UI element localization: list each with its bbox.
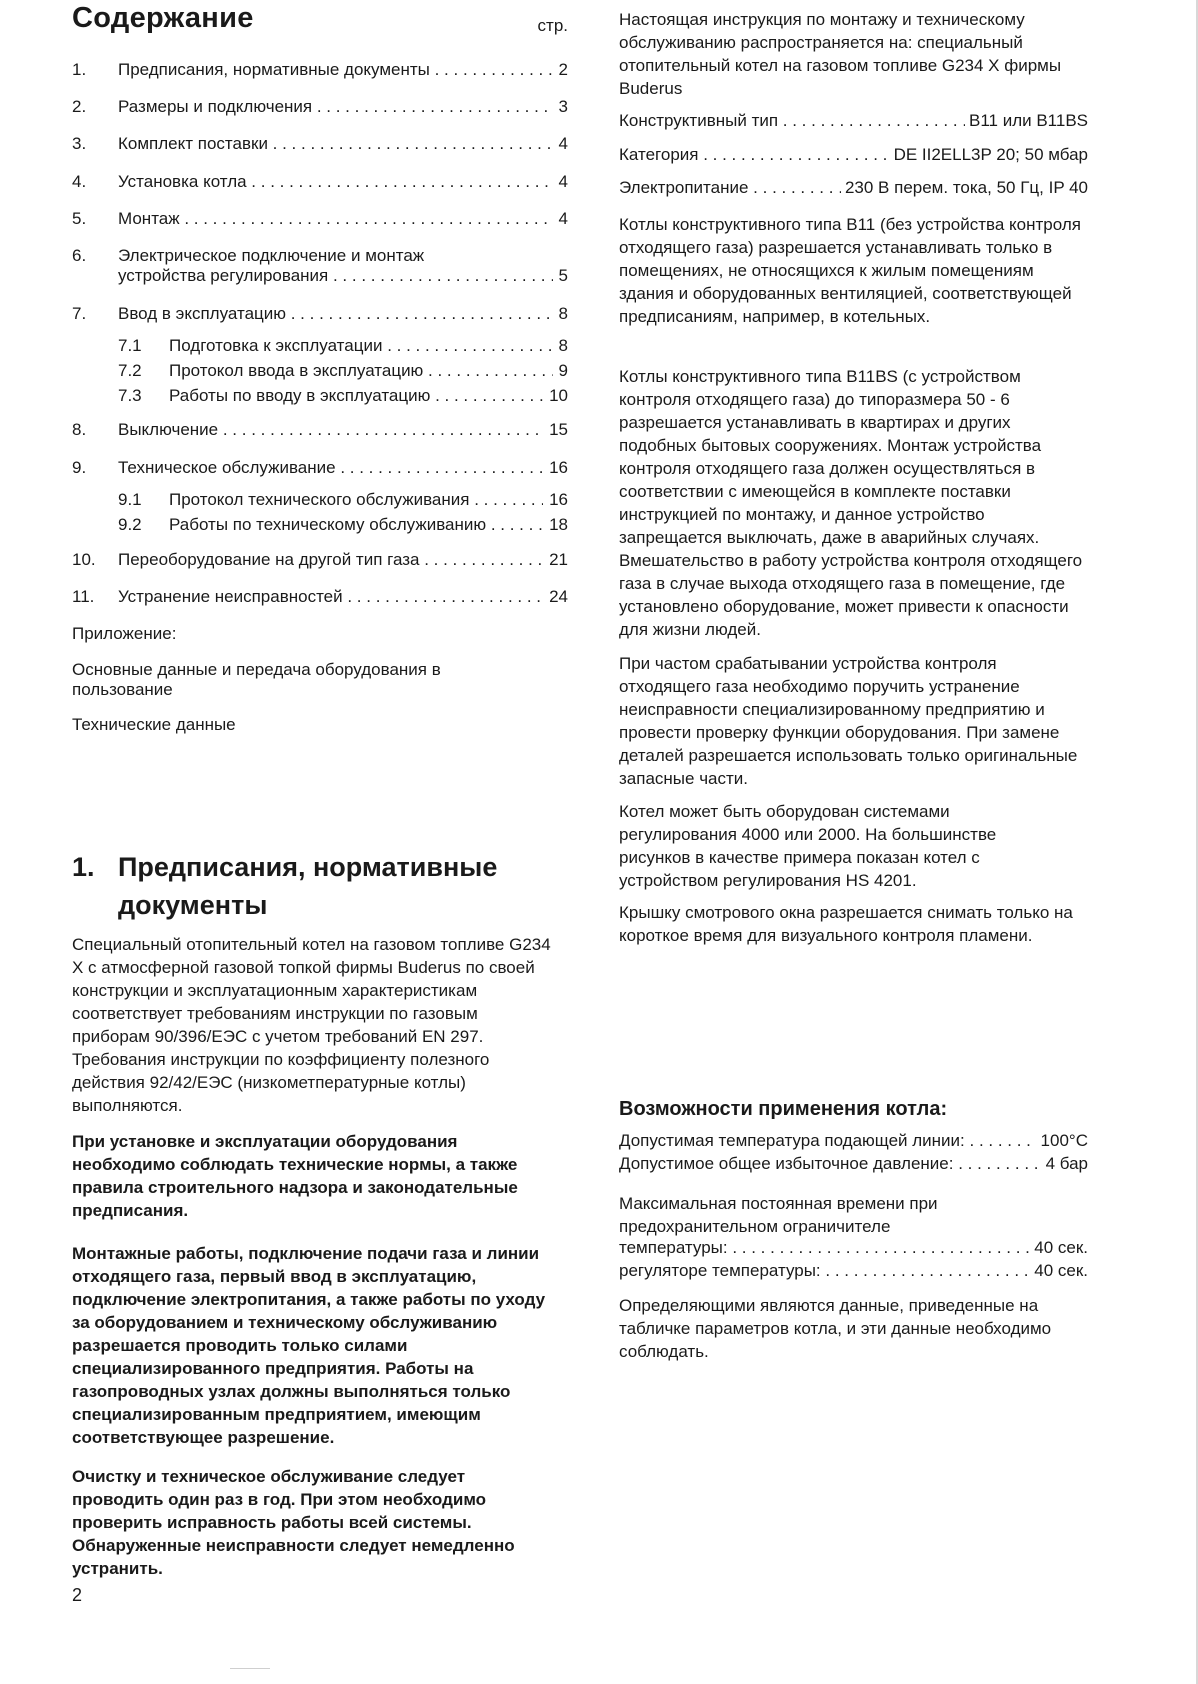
toc-entry-label: Работы по техническому обслуживанию . . . bbox=[169, 515, 568, 535]
toc-entry-number: 9.2 bbox=[118, 515, 142, 534]
app-label: температуры: . . . bbox=[619, 1237, 1088, 1259]
toc-entry-label: Электрическое подключение и монтаж bbox=[118, 246, 425, 265]
spec-value: B11 или B11BS bbox=[965, 110, 1088, 132]
app-overpressure bbox=[619, 1153, 1088, 1175]
app-value: 100°C bbox=[1037, 1130, 1088, 1152]
spec-power-supply bbox=[619, 177, 1088, 199]
appendix-item-2[interactable]: Технические данные bbox=[72, 715, 236, 734]
toc-entry-label: Ввод в эксплуатацию . . . bbox=[118, 304, 568, 324]
appendix-item-1[interactable]: Основные данные и передача оборудования в пользование bbox=[72, 660, 441, 699]
toc-entry-label: Комплект поставки . . . bbox=[118, 134, 568, 154]
scan-mark bbox=[230, 1668, 270, 1669]
spec-label: Конструктивный тип . . . bbox=[619, 110, 1088, 132]
toc-entry-page: 16 bbox=[543, 490, 568, 510]
toc-entry-number: 7.3 bbox=[118, 386, 142, 405]
app-label: Допустимое общее избыточное давление: . . . bbox=[619, 1153, 1088, 1175]
section-1-notice-norms: При установке и эксплуатации оборудования необходимо соблюдать технические нормы, а также правила строительного надзора и законодательные предписания. bbox=[72, 1132, 518, 1220]
toc-entry-page: 3 bbox=[553, 97, 568, 117]
toc-entry-label: Протокол технического обслуживания . . . bbox=[169, 490, 568, 510]
toc-entry-page: 2 bbox=[553, 60, 568, 80]
section-1-title: Предписания, нормативные документы bbox=[118, 852, 498, 920]
toc-header bbox=[72, 2, 568, 35]
section-1-number: 1. bbox=[72, 852, 95, 882]
toc-entry-label: Устранение неисправностей . . . bbox=[118, 587, 568, 607]
toc-entry-page: 24 bbox=[543, 587, 568, 607]
time-constant-limiter bbox=[619, 1237, 1088, 1259]
toc-page-label: стр. bbox=[537, 16, 568, 35]
page-number: 2 bbox=[72, 1585, 83, 1605]
section-1-notice-specialists: Монтажные работы, подключение подачи газа и линии отходящего газа, первый ввод в эксплуатацию, подключение электропитания, а также работы по уходу за оборудованием и техническому обслуживанию разрешается проводить только силами специализированного предприятия. Работы на газопроводных узлах должны выполняться только специализированным предприятием, имеющим соответствующее разрешение. bbox=[72, 1244, 546, 1447]
toc-entry-page: 21 bbox=[543, 550, 568, 570]
toc-entry-label: Техническое обслуживание . . . bbox=[118, 458, 568, 478]
toc-entry-page: 8 bbox=[553, 304, 568, 324]
toc-entry-page: 8 bbox=[553, 336, 568, 356]
section-1-paragraph: Специальный отопительный котел на газовом топливе G234 X с атмосферной газовой топкой фирмы Buderus по своей конструкции и эксплуатационным характеристикам соответствует требованиям инструкции по газовым приборам 90/396/ЕЭС с учетом требований EN 297. Требования инструкции по коэффициенту полезного действия 92/42/ЕЭС (низкометпературные котлы) выполняются. bbox=[72, 935, 551, 1115]
toc-entry-number: 7. bbox=[72, 304, 87, 323]
appendix-label: Приложение: bbox=[72, 624, 177, 643]
spec-construction-type bbox=[619, 110, 1088, 132]
paragraph-type-b11: Котлы конструктивного типа B11 (без устройства контроля отходящего газа) разрешается устанавливать только в помещениях, не относящихся к жилым помещениям здания и оборудованных вентиляцией, соответствующей предписаниям, например, в котельных. bbox=[619, 215, 1081, 326]
app-label: Допустимая температура подающей линии: . . . bbox=[619, 1130, 1088, 1152]
app-label: регуляторе температуры: . . . bbox=[619, 1260, 1088, 1282]
toc-entry-number: 9. bbox=[72, 458, 87, 477]
paragraph-regulation: Котел может быть оборудован системами регулирования 4000 или 2000. На большинстве рисунков в качестве примера показан котел с устройством регулирования HS 4201. bbox=[619, 802, 997, 890]
toc-entry-number: 8. bbox=[72, 420, 87, 439]
app-value: 40 сек. bbox=[1030, 1237, 1088, 1259]
toc-entry-page: 9 bbox=[553, 361, 568, 381]
spec-value: DE II2ELL3P 20; 50 мбар bbox=[890, 144, 1088, 166]
toc-entry-page: 15 bbox=[543, 420, 568, 440]
time-constant-intro: Максимальная постоянная времени при предохранительном ограничителе bbox=[619, 1194, 938, 1236]
applications-heading: Возможности применения котла: bbox=[619, 1098, 948, 1120]
time-constant-regulator bbox=[619, 1260, 1088, 1282]
toc-entry-page: 5 bbox=[553, 266, 568, 286]
toc-entry-number: 2. bbox=[72, 97, 87, 116]
toc-entry-label: Работы по вводу в эксплуатацию . . . bbox=[169, 386, 568, 406]
toc-entry-label: Монтаж . . . bbox=[118, 209, 568, 229]
app-value: 40 сек. bbox=[1030, 1260, 1088, 1282]
toc-entry-label: Предписания, нормативные документы . . . bbox=[118, 60, 568, 80]
toc-title: Содержание bbox=[72, 2, 254, 34]
toc-entry-number: 3. bbox=[72, 134, 87, 153]
paragraph-frequent-trips: При частом срабатывании устройства контроля отходящего газа необходимо поручить устранение неисправности специализированному предприятию и провести проверку функции оборудования. При замене деталей разрешается использовать только оригинальные запасные части. bbox=[619, 654, 1078, 788]
app-value: 4 бар bbox=[1042, 1153, 1088, 1175]
toc-entry-page: 16 bbox=[543, 458, 568, 478]
toc-entry-page: 4 bbox=[553, 209, 568, 229]
toc-entry-label: Переоборудование на другой тип газа . . . bbox=[118, 550, 568, 570]
toc-entry-number: 9.1 bbox=[118, 490, 142, 509]
toc-entry-page: 18 bbox=[543, 515, 568, 535]
toc-entry-label: Установка котла . . . bbox=[118, 172, 568, 192]
toc-entry-number: 10. bbox=[72, 550, 96, 569]
paragraph-data-plate: Определяющими являются данные, приведенные на табличке параметров котла, и эти данные необходимо соблюдать. bbox=[619, 1296, 1052, 1361]
app-flow-temperature bbox=[619, 1130, 1088, 1152]
toc-entry-page: 10 bbox=[543, 386, 568, 406]
spec-label: Категория . . . bbox=[619, 144, 1088, 166]
toc-entry-label: Выключение . . . bbox=[118, 420, 568, 440]
spec-value: 230 В перем. тока, 50 Гц, IP 40 bbox=[841, 177, 1088, 199]
toc-entry-label-continued: устройства регулирования . . . bbox=[118, 266, 568, 286]
toc-entry-page: 4 bbox=[553, 134, 568, 154]
toc-entry-label: Подготовка к эксплуатации . . . bbox=[169, 336, 568, 356]
toc-entry-number: 5. bbox=[72, 209, 87, 228]
toc-entry-number: 7.2 bbox=[118, 361, 142, 380]
toc-entry-number: 7.1 bbox=[118, 336, 142, 355]
toc-entry-number: 6. bbox=[72, 246, 87, 265]
paragraph-type-b11bs: Котлы конструктивного типа B11BS (с устройством контроля отходящего газа) до типоразмера 50 - 6 разрешается устанавливать в квартирах и других подобных бытовых сооружениях. Монтаж устройства контроля отходящего газа должен осуществляться в соответствии с имеющейся в комплекте поставки инструкцией по монтажу, и данное устройство запрещается выключать, даже в аварийных случаях. Вмешательство в работу устройства контроля отходящего газа в случае выхода отходящего газа в помещение, где установлено оборудование, может привести к опасности для жизни людей. bbox=[619, 367, 1083, 639]
paragraph-sight-window: Крышку смотрового окна разрешается снимать только на короткое время для визуального контроля пламени. bbox=[619, 903, 1073, 945]
spec-label: Электропитание . . . bbox=[619, 177, 1088, 199]
toc-entry-label: Размеры и подключения . . . bbox=[118, 97, 568, 117]
toc-entry-number: 11. bbox=[72, 587, 95, 606]
intro-paragraph: Настоящая инструкция по монтажу и техническому обслуживанию распространяется на: специальный отопительный котел на газовом топливе G234 X фирмы Buderus bbox=[619, 10, 1062, 98]
toc-entry-page: 4 bbox=[553, 172, 568, 192]
toc-entry-number: 4. bbox=[72, 172, 87, 191]
spec-category bbox=[619, 144, 1088, 166]
toc-entry-label: Протокол ввода в эксплуатацию . . . bbox=[169, 361, 568, 381]
section-1-notice-maintenance: Очистку и техническое обслуживание следует проводить один раз в год. При этом необходимо проверить исправность работы всей системы. Обнаруженные неисправности следует немедленно устранить. bbox=[72, 1467, 515, 1578]
toc-entry-number: 1. bbox=[72, 60, 87, 79]
